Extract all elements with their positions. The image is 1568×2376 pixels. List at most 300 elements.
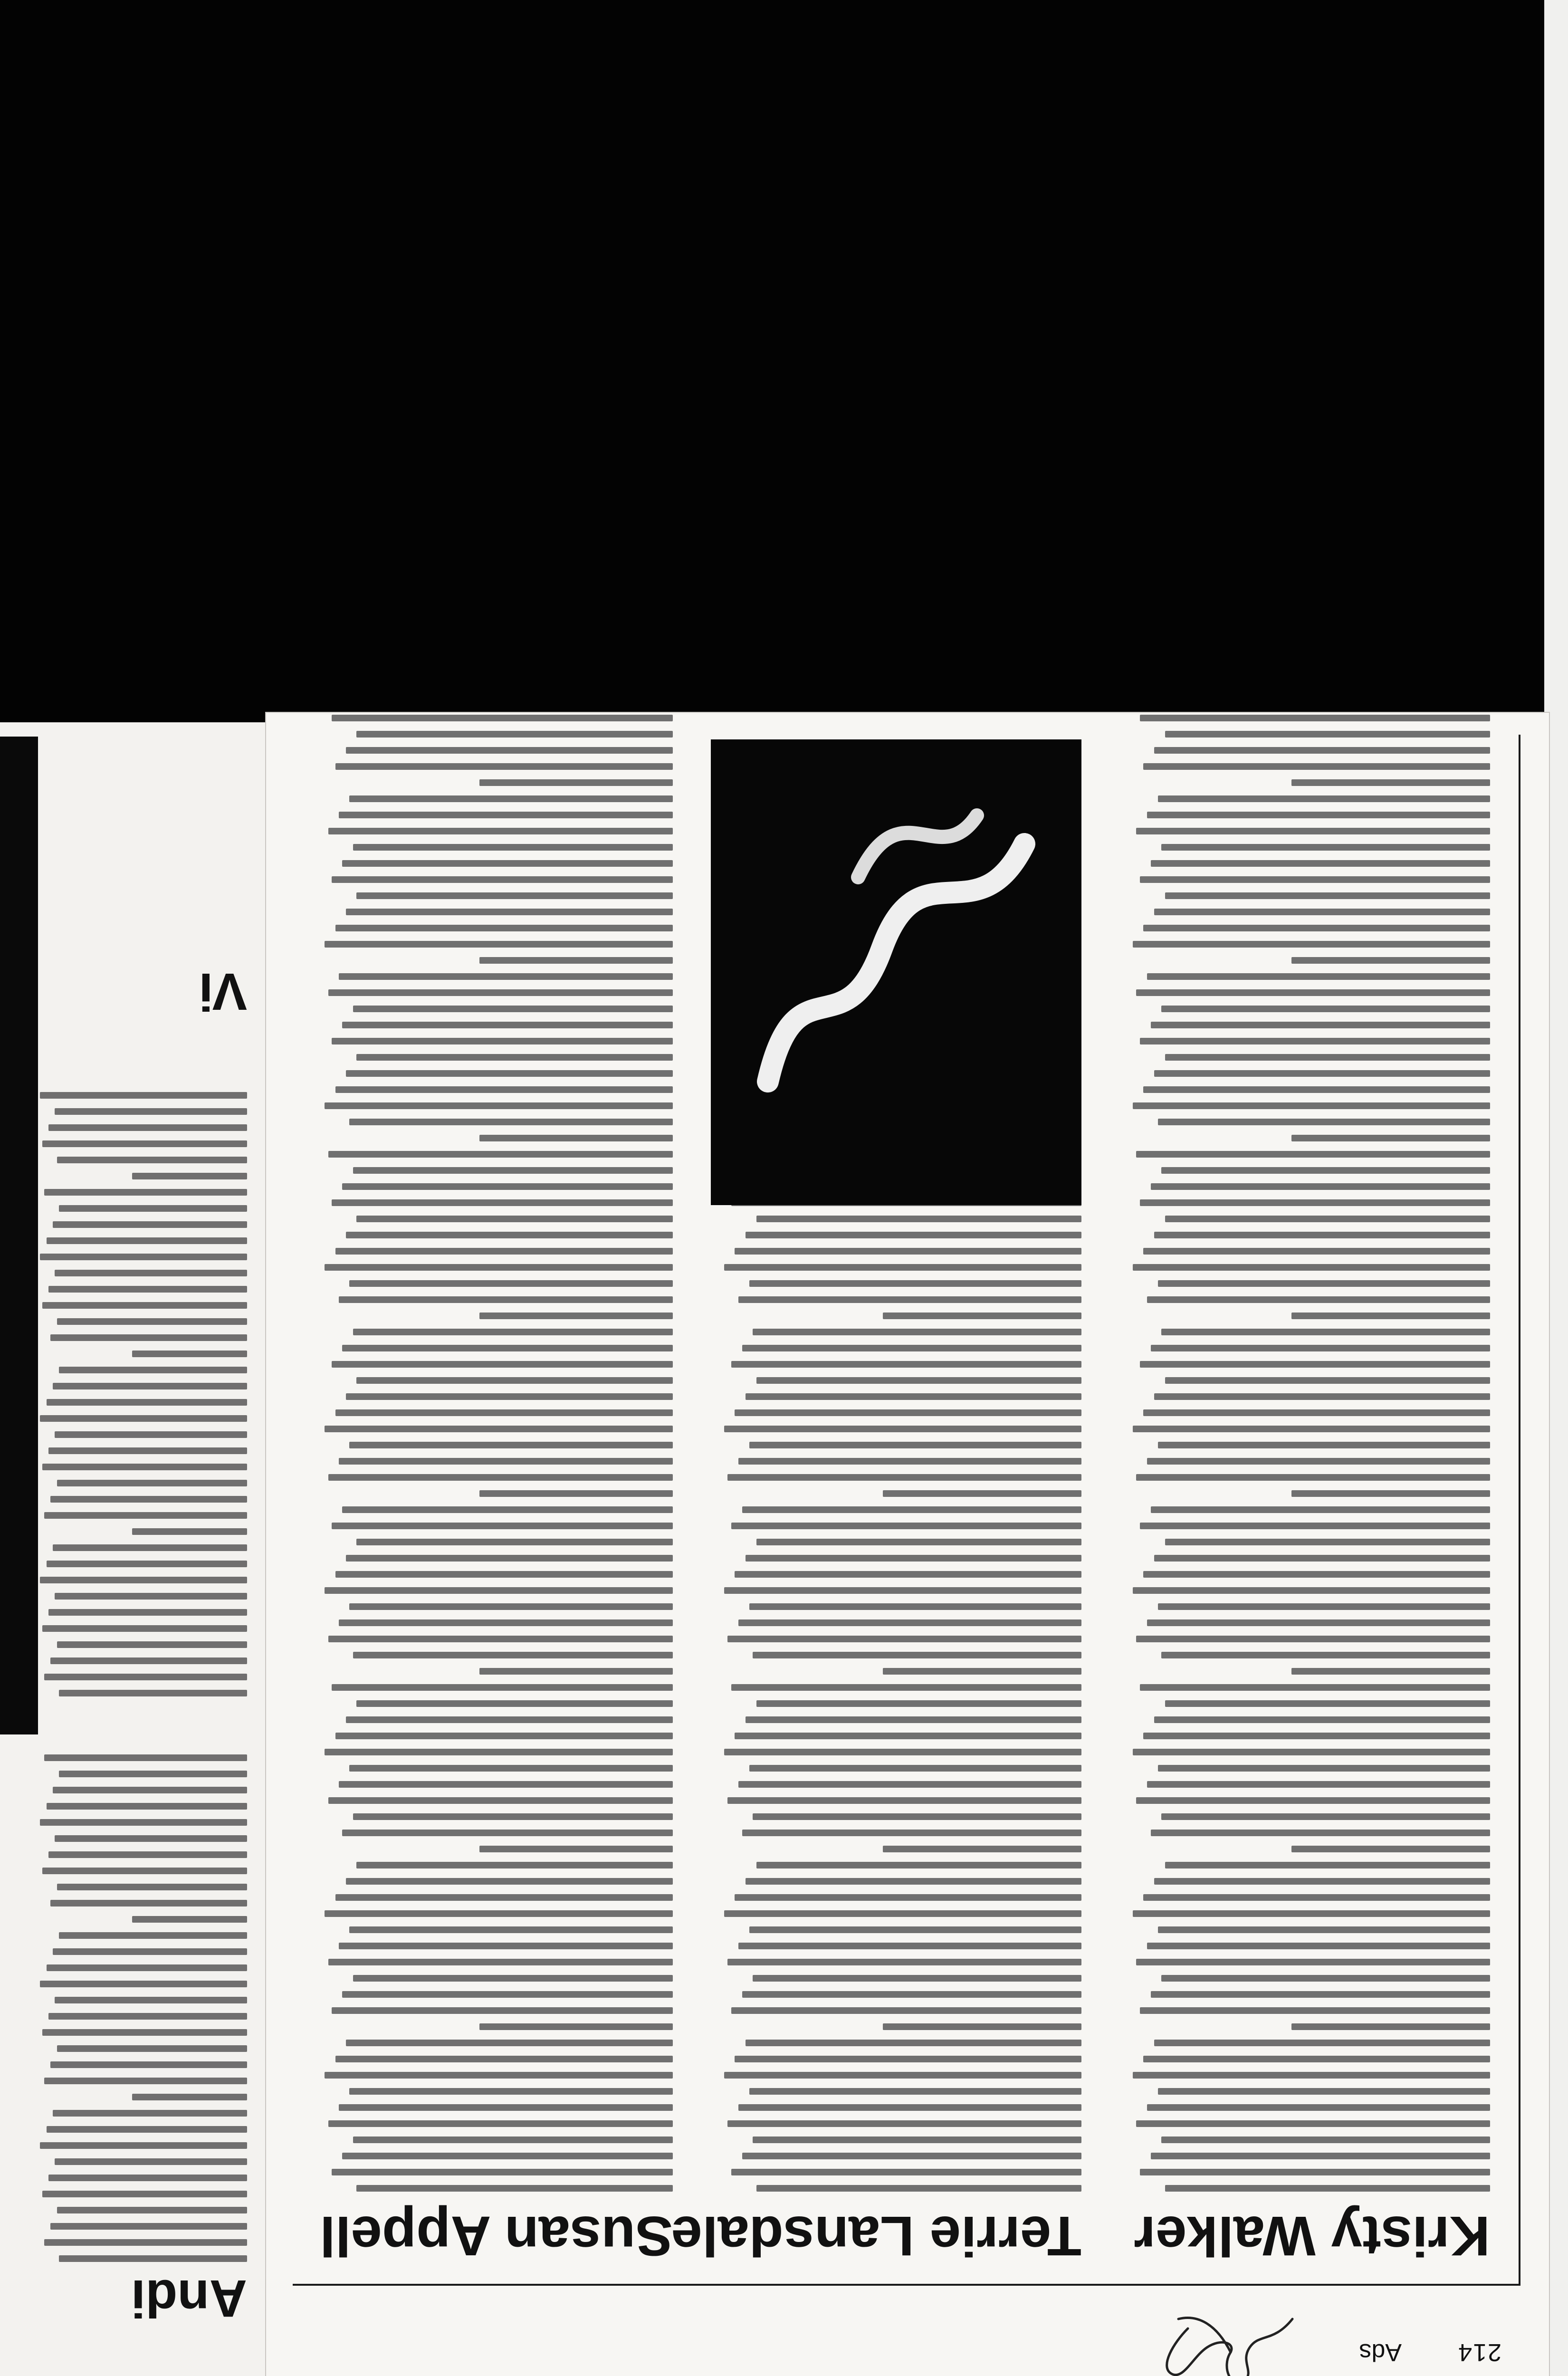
text-line: [339, 2104, 673, 2111]
text-line: [1143, 1248, 1490, 1255]
text-line: [1291, 1668, 1490, 1675]
text-line: [349, 1603, 673, 1610]
text-line: [53, 2110, 247, 2117]
text-line: [479, 1668, 673, 1675]
text-line: [57, 1480, 247, 1486]
text-line: [44, 2239, 247, 2246]
text-line: [40, 2142, 247, 2149]
text-line: [1143, 2056, 1490, 2062]
text-line: [724, 1910, 1081, 1917]
text-line: [1161, 1652, 1490, 1658]
adjacent-page-strip: [0, 722, 266, 2376]
text-line: [339, 812, 673, 818]
text-line: [731, 1361, 1081, 1368]
text-line: [727, 1636, 1081, 1642]
text-line: [59, 2255, 247, 2262]
text-line: [731, 2007, 1081, 2014]
text-line: [57, 1318, 247, 1325]
text-line: [1133, 2072, 1490, 2079]
text-line: [749, 1280, 1081, 1287]
text-line: [1143, 1733, 1490, 1739]
text-line: [353, 1652, 673, 1658]
tribute-text-andi: [29, 1745, 247, 2262]
text-line: [40, 1092, 247, 1099]
text-line: [1133, 1102, 1490, 1109]
text-line: [356, 1377, 673, 1384]
text-line: [1143, 1409, 1490, 1416]
text-line: [48, 1447, 247, 1454]
text-line: [55, 1270, 247, 1276]
text-line: [1151, 2153, 1490, 2159]
text-line: [756, 2185, 1081, 2192]
text-line: [48, 1124, 247, 1131]
text-line: [742, 2153, 1081, 2159]
text-line: [1161, 2136, 1490, 2143]
text-line: [53, 1383, 247, 1389]
text-line: [1165, 1539, 1490, 1545]
text-line: [1291, 1135, 1490, 1141]
text-line: [883, 1846, 1081, 1852]
text-line: [356, 2185, 673, 2192]
text-line: [479, 2023, 673, 2030]
text-line: [50, 2223, 247, 2230]
text-line: [1165, 731, 1490, 738]
text-line: [1136, 1474, 1490, 1481]
text-line: [1133, 1910, 1490, 1917]
text-line: [1133, 1426, 1490, 1432]
text-line: [1136, 2120, 1490, 2127]
text-line: [47, 1237, 247, 1244]
text-line: [332, 1523, 673, 1529]
text-line: [346, 1716, 673, 1723]
text-line: [325, 941, 673, 948]
text-line: [1158, 1280, 1490, 1287]
text-line: [1147, 812, 1490, 818]
text-line: [44, 1189, 247, 1196]
text-line: [1165, 1216, 1490, 1222]
text-line: [749, 1926, 1081, 1933]
text-line: [1165, 892, 1490, 899]
text-line: [335, 1409, 673, 1416]
text-line: [1133, 1264, 1490, 1271]
text-line: [746, 1716, 1081, 1723]
text-line: [1143, 1894, 1490, 1901]
text-line: [349, 1765, 673, 1772]
text-line: [1133, 1587, 1490, 1594]
tribute-text-susan: [312, 715, 673, 2192]
text-line: [40, 1819, 247, 1826]
text-line: [332, 2169, 673, 2175]
text-line: [353, 1813, 673, 1820]
text-line: [1158, 1119, 1490, 1125]
section-label: Ads: [1359, 2338, 1402, 2366]
text-line: [1151, 860, 1490, 867]
text-line: [727, 1474, 1081, 1481]
text-line: [47, 1561, 247, 1567]
text-line: [346, 747, 673, 754]
text-line: [1158, 2088, 1490, 2095]
text-line: [1158, 1765, 1490, 1772]
tribute-text-kristy: [1119, 715, 1490, 2192]
text-line: [132, 1173, 247, 1179]
text-line: [749, 1603, 1081, 1610]
text-line: [325, 2072, 673, 2079]
text-line: [346, 1393, 673, 1400]
text-line: [332, 1038, 673, 1044]
text-line: [335, 1894, 673, 1901]
text-line: [1133, 1749, 1490, 1755]
text-line: [1154, 909, 1490, 915]
text-line: [1154, 1232, 1490, 1238]
text-line: [346, 1070, 673, 1077]
text-line: [1154, 1555, 1490, 1562]
tribute-column-kristy: [1100, 735, 1509, 2284]
text-line: [57, 2045, 247, 2052]
text-line: [1161, 1006, 1490, 1012]
text-line: [349, 1119, 673, 1125]
text-line: [57, 1641, 247, 1648]
tribute-name-andi: Andi: [131, 2269, 247, 2328]
text-line: [356, 1054, 673, 1061]
text-line: [753, 2136, 1081, 2143]
page-number: 214: [1457, 2338, 1501, 2366]
text-line: [339, 973, 673, 980]
text-line: [1136, 1797, 1490, 1804]
text-line: [746, 1232, 1081, 1238]
text-line: [349, 1280, 673, 1287]
text-line: [1147, 1296, 1490, 1303]
text-line: [756, 1539, 1081, 1545]
text-line: [756, 1377, 1081, 1384]
text-line: [1154, 1716, 1490, 1723]
text-line: [731, 1684, 1081, 1691]
text-line: [132, 1528, 247, 1535]
text-line: [335, 1086, 673, 1093]
photo-highlight-icon: [711, 739, 1081, 1205]
text-line: [346, 1878, 673, 1885]
text-line: [746, 1393, 1081, 1400]
text-line: [55, 1431, 247, 1438]
text-line: [328, 989, 673, 996]
photo-container: [711, 739, 1081, 1215]
text-line: [346, 1232, 673, 1238]
text-line: [328, 828, 673, 834]
text-line: [332, 876, 673, 883]
text-line: [749, 2088, 1081, 2095]
text-line: [57, 1884, 247, 1890]
text-line: [353, 1006, 673, 1012]
text-line: [1154, 2040, 1490, 2046]
text-line: [753, 1813, 1081, 1820]
text-line: [1165, 1862, 1490, 1868]
text-line: [42, 2029, 247, 2036]
text-line: [353, 1167, 673, 1174]
text-line: [1291, 1846, 1490, 1852]
text-line: [42, 1302, 247, 1309]
tribute-name-terrie: Terrie Lansdale: [671, 2204, 1081, 2267]
text-line: [756, 1700, 1081, 1707]
text-line: [59, 1205, 247, 1212]
text-line: [738, 1619, 1081, 1626]
text-line: [724, 2072, 1081, 2079]
text-line: [1158, 1926, 1490, 1933]
text-line: [1136, 828, 1490, 834]
text-line: [40, 1254, 247, 1260]
text-line: [55, 2158, 247, 2165]
text-line: [1161, 1329, 1490, 1335]
text-line: [50, 1334, 247, 1341]
text-line: [753, 1329, 1081, 1335]
text-line: [335, 1248, 673, 1255]
text-line: [59, 1690, 247, 1696]
text-line: [328, 1959, 673, 1965]
text-line: [1143, 1571, 1490, 1578]
text-line: [724, 1264, 1081, 1271]
text-line: [1147, 1619, 1490, 1626]
text-line: [1291, 957, 1490, 964]
text-line: [339, 1943, 673, 1949]
text-line: [42, 1140, 247, 1147]
text-line: [42, 2191, 247, 2197]
yearbook-page: [266, 713, 1549, 2376]
text-line: [48, 1286, 247, 1293]
text-line: [47, 2126, 247, 2133]
text-line: [742, 1345, 1081, 1351]
text-line: [55, 1997, 247, 2003]
text-line: [735, 1894, 1081, 1901]
text-line: [335, 763, 673, 770]
text-line: [353, 2136, 673, 2143]
text-line: [1291, 1313, 1490, 1319]
text-line: [349, 2088, 673, 2095]
text-line: [328, 1636, 673, 1642]
text-line: [479, 779, 673, 786]
text-line: [727, 1959, 1081, 1965]
text-line: [55, 1835, 247, 1842]
text-line: [48, 2175, 247, 2181]
text-line: [1133, 941, 1490, 948]
text-line: [346, 909, 673, 915]
text-line: [1165, 2185, 1490, 2192]
text-line: [1151, 1183, 1490, 1190]
text-line: [883, 1490, 1081, 1497]
text-line: [724, 1587, 1081, 1594]
text-line: [332, 1199, 673, 1206]
text-line: [50, 1657, 247, 1664]
text-line: [1140, 2007, 1490, 2014]
text-line: [57, 1157, 247, 1163]
text-line: [42, 1464, 247, 1470]
text-line: [1140, 1199, 1490, 1206]
text-line: [1161, 844, 1490, 851]
text-line: [746, 1878, 1081, 1885]
text-line: [59, 1932, 247, 1939]
text-line: [59, 1367, 247, 1373]
text-line: [746, 1555, 1081, 1562]
text-line: [1154, 1878, 1490, 1885]
text-line: [48, 1851, 247, 1858]
text-line: [1154, 1070, 1490, 1077]
text-line: [479, 957, 673, 964]
text-line: [328, 2120, 673, 2127]
text-line: [1165, 1700, 1490, 1707]
text-line: [724, 1749, 1081, 1755]
text-line: [349, 795, 673, 802]
text-line: [132, 1916, 247, 1923]
text-line: [1140, 1684, 1490, 1691]
text-line: [325, 1102, 673, 1109]
text-line: [1147, 973, 1490, 980]
text-line: [1161, 1167, 1490, 1174]
text-line: [48, 2013, 247, 2020]
text-line: [44, 2078, 247, 2084]
scanner-background: [0, 0, 1568, 722]
text-line: [40, 1981, 247, 1987]
text-line: [738, 1781, 1081, 1788]
text-line: [1147, 2104, 1490, 2111]
text-line: [738, 1943, 1081, 1949]
text-line: [1165, 1054, 1490, 1061]
text-line: [342, 1183, 673, 1190]
text-line: [753, 1975, 1081, 1982]
text-line: [349, 1926, 673, 1933]
text-line: [132, 1351, 247, 1357]
text-line: [332, 2007, 673, 2014]
text-line: [756, 1862, 1081, 1868]
text-line: [883, 1668, 1081, 1675]
text-line: [339, 1296, 673, 1303]
text-line: [53, 1544, 247, 1551]
text-line: [479, 1313, 673, 1319]
text-line: [346, 1555, 673, 1562]
text-line: [325, 1264, 673, 1271]
text-line: [328, 1151, 673, 1158]
text-line: [50, 1496, 247, 1503]
text-line: [356, 1862, 673, 1868]
text-line: [735, 1409, 1081, 1416]
text-line: [1161, 1975, 1490, 1982]
text-line: [749, 1765, 1081, 1772]
text-line: [335, 1571, 673, 1578]
text-line: [1136, 989, 1490, 996]
text-line: [724, 1426, 1081, 1432]
text-line: [339, 1458, 673, 1465]
handwritten-mark-icon: [1150, 2300, 1302, 2376]
text-line: [738, 1458, 1081, 1465]
text-line: [353, 1329, 673, 1335]
text-line: [339, 1781, 673, 1788]
text-line: [40, 1415, 247, 1422]
tribute-photo: [711, 739, 1081, 1205]
text-line: [342, 1830, 673, 1836]
text-line: [749, 1442, 1081, 1448]
text-line: [55, 1108, 247, 1115]
text-line: [727, 2120, 1081, 2127]
text-line: [746, 2040, 1081, 2046]
text-line: [356, 731, 673, 738]
text-line: [1165, 1377, 1490, 1384]
text-line: [1151, 1991, 1490, 1998]
text-line: [1143, 925, 1490, 931]
text-line: [738, 1296, 1081, 1303]
text-line: [44, 1674, 247, 1680]
text-line: [44, 1512, 247, 1519]
text-line: [1140, 1523, 1490, 1529]
text-line: [353, 844, 673, 851]
text-line: [1147, 1458, 1490, 1465]
text-line: [332, 1684, 673, 1691]
text-line: [1158, 1442, 1490, 1448]
tribute-frame: [293, 735, 1520, 2286]
text-line: [883, 1313, 1081, 1319]
text-line: [59, 1771, 247, 1777]
text-line: [356, 1539, 673, 1545]
text-line: [1143, 1086, 1490, 1093]
text-line: [727, 1797, 1081, 1804]
text-line: [1140, 1361, 1490, 1368]
text-line: [57, 2207, 247, 2213]
tribute-column-susan: [293, 735, 692, 2284]
strip-photo-edge: [0, 737, 38, 1734]
tribute-name-kristy: Kristy Walker: [1134, 2204, 1490, 2267]
text-line: [1161, 1813, 1490, 1820]
text-line: [42, 1868, 247, 1874]
text-line: [1136, 1959, 1490, 1965]
text-line: [53, 1221, 247, 1228]
text-line: [1154, 1393, 1490, 1400]
tribute-text-terrie: [711, 1183, 1081, 2192]
text-line: [1158, 795, 1490, 802]
text-line: [325, 1587, 673, 1594]
text-line: [735, 1571, 1081, 1578]
text-line: [342, 860, 673, 867]
text-line: [1140, 2169, 1490, 2175]
text-line: [346, 2040, 673, 2046]
text-line: [47, 1803, 247, 1810]
text-line: [756, 1216, 1081, 1222]
text-line: [1151, 1022, 1490, 1028]
text-line: [325, 1749, 673, 1755]
text-line: [342, 1991, 673, 1998]
text-line: [335, 2056, 673, 2062]
text-line: [1291, 1490, 1490, 1497]
text-line: [342, 1506, 673, 1513]
text-line: [55, 1593, 247, 1600]
text-line: [1291, 2023, 1490, 2030]
text-line: [335, 925, 673, 931]
text-line: [332, 715, 673, 721]
text-line: [328, 1474, 673, 1481]
text-line: [47, 1399, 247, 1406]
text-line: [1151, 1506, 1490, 1513]
text-line: [883, 2023, 1081, 2030]
text-line: [335, 1733, 673, 1739]
text-line: [1140, 876, 1490, 883]
text-line: [1291, 779, 1490, 786]
text-line: [735, 1248, 1081, 1255]
text-line: [332, 1361, 673, 1368]
text-line: [1151, 1345, 1490, 1351]
text-line: [479, 1846, 673, 1852]
text-line: [356, 892, 673, 899]
text-line: [742, 1506, 1081, 1513]
text-line: [325, 1910, 673, 1917]
text-line: [742, 1830, 1081, 1836]
text-line: [742, 1991, 1081, 1998]
text-line: [1140, 715, 1490, 721]
text-line: [738, 2104, 1081, 2111]
text-line: [479, 1490, 673, 1497]
